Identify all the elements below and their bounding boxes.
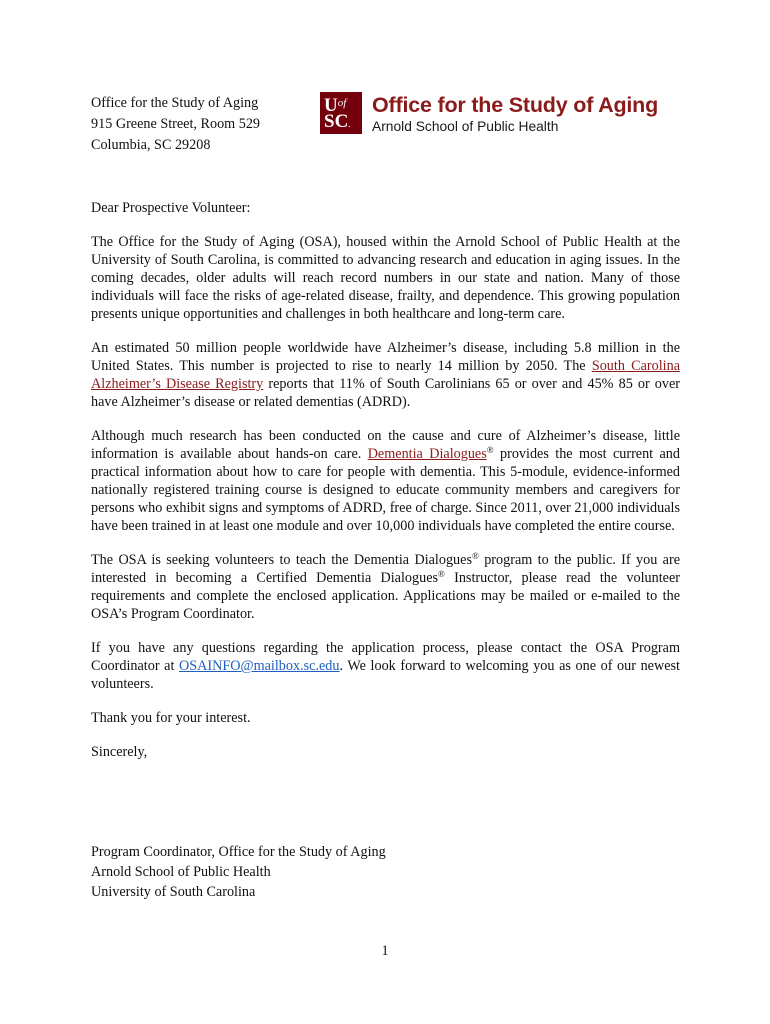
logo-subtitle: Arnold School of Public Health xyxy=(372,119,559,134)
logo-mark-bottom: SC. xyxy=(324,111,351,132)
closing: Sincerely, xyxy=(91,744,148,760)
page-number: 1 xyxy=(381,943,389,959)
logo-text xyxy=(372,92,658,135)
salutation: Dear Prospective Volunteer: xyxy=(91,200,251,216)
logo-mark-top: $U^{of}$ xyxy=(324,95,347,116)
paragraph-volunteers: The OSA is seeking volunteers to teach the Dementia Dialogues® program to the public. If you are interested in becoming a Certified Dementia Dialogues® Instructor, please read the volunteer requirements and complete the enclosed application. Applications may be mailed or e-mailed to the OSA’s Program Coordinator. xyxy=(91,551,681,622)
registered-mark: ® xyxy=(438,569,445,579)
usc-logo-mark xyxy=(320,92,362,134)
signature-block xyxy=(91,842,386,902)
logo-title: Office for the Study of Aging xyxy=(372,93,659,117)
sender-street: 915 Greene Street, Room 529 xyxy=(91,116,261,132)
paragraph-contact: If you have any questions regarding the application process, please contact the OSA Program Coordinator at OSAINFO@mailbox.sc.edu. We look forward to welcoming you as one of our newest volunteers. xyxy=(91,640,680,692)
letter-body xyxy=(91,199,680,761)
signature-university: University of South Carolina xyxy=(91,884,256,900)
signature-school: Arnold School of Public Health xyxy=(91,864,271,880)
registered-mark: ® xyxy=(486,445,494,455)
sender-address xyxy=(91,93,260,156)
osa-logo xyxy=(320,92,658,135)
paragraph-dementia-dialogues: Although much research has been conducted on the cause and cure of Alzheimer’s disease, little information is available about hands-on care. Dementia Dialogues® provides the most current and practical information about how to care for people with dementia. This 5-module, evidence-informed nationally registered training course is designed to educate community members and caregivers for persons who exhibit signs and symptoms of ADRD, free of charge. Since 2011, over 21,000 individuals have been trained in at least one module and over 10,000 individuals have completed the entire course. xyxy=(91,428,680,534)
email-link[interactable]: OSAINFO@mailbox.sc.edu xyxy=(179,658,340,674)
thank-you-line: Thank you for your interest. xyxy=(91,710,251,726)
sender-city: Columbia, SC 29208 xyxy=(91,137,211,153)
paragraph-statistics: An estimated 50 million people worldwide have Alzheimer’s disease, including 5.8 million in the United States. This number is projected to rise to nearly 14 million by 2050. The South Carolina Alzheimer’s Disease Registry reports that 11% of South Carolinians 65 or over and 45% 85 or over have Alzheimer’s disease or related dementias (ADRD). xyxy=(91,340,681,410)
dementia-dialogues-link[interactable]: Dementia Dialogues xyxy=(367,446,487,462)
paragraph-intro: The Office for the Study of Aging (OSA), housed within the Arnold School of Public Health at the University of South Carolina, is committed to advancing research and education in aging issues. In the coming decades, older adults will reach record numbers in our state and nation. Many of those individuals will face the risks of age-related disease, frailty, and dependence. This growing population presents unique opportunities and challenges in both healthcare and long-term care. xyxy=(91,234,680,322)
signature-title: Program Coordinator, Office for the Study of Aging xyxy=(91,844,386,860)
sender-name: Office for the Study of Aging xyxy=(91,95,259,111)
registered-mark: ® xyxy=(471,551,479,561)
sc-alzheimers-registry-link[interactable]: South Carolina Alzheimer’s Disease Registry xyxy=(91,358,680,392)
